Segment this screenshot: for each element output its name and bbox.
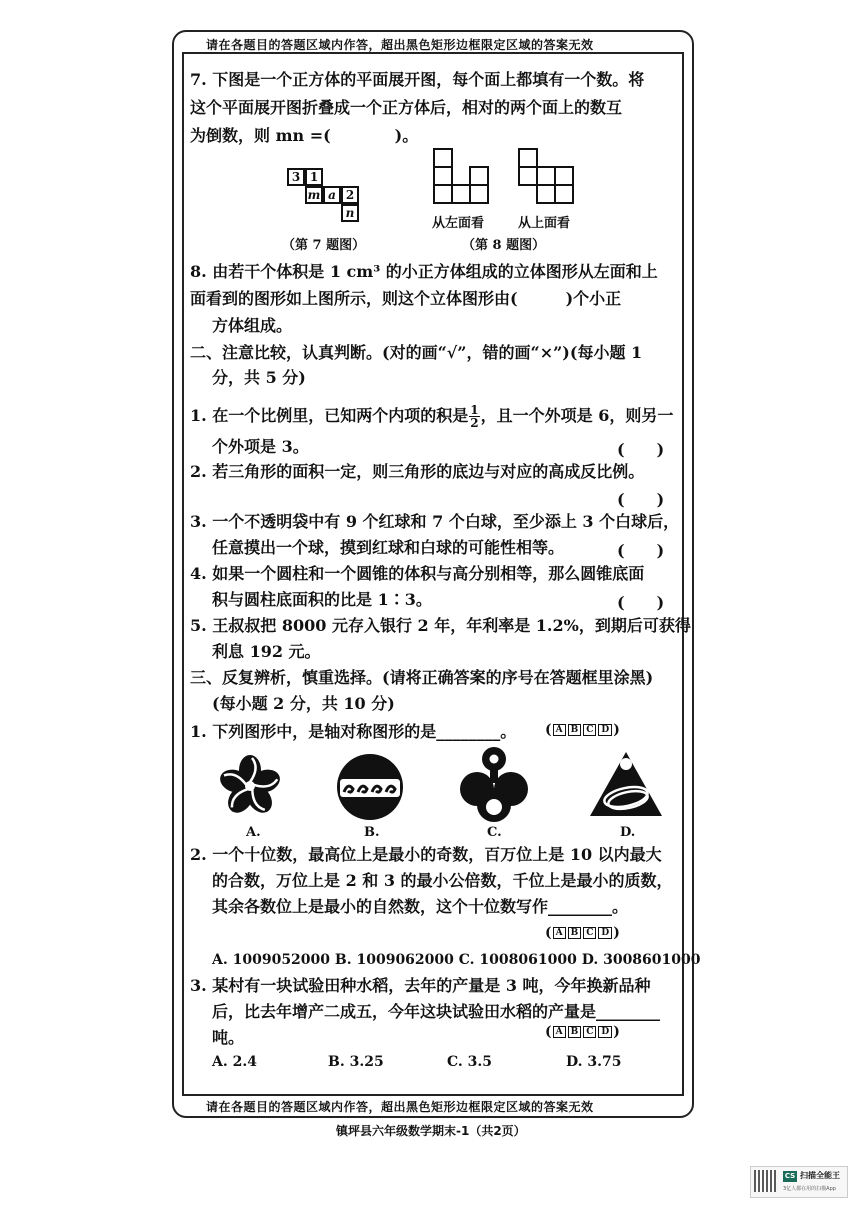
judge-q3-answer[interactable]: ( )	[617, 541, 665, 560]
judge-q5-line1: 5. 王叔叔把 8000 元存入银行 2 年，年利率是 1.2%，到期后可获得	[190, 616, 691, 635]
fraction-one-half: $\frac{1}{2}$	[470, 403, 479, 430]
scanner-watermark	[750, 1166, 848, 1198]
choice-q3-line1: 3. 某村有一块试验田种水稻，去年的产量是 3 吨，今年换新品种	[190, 976, 651, 995]
figure-d-triangle-rings-icon	[588, 750, 664, 820]
figure-d-label: D.	[620, 825, 636, 840]
choice-q2-answers: A. 1009052000 B. 1009062000 C. 1008061000 D. 3008601000	[212, 952, 701, 968]
option-c[interactable]: C	[583, 1026, 596, 1038]
net-cell: 1	[305, 168, 323, 186]
figure-a-label: A.	[246, 825, 261, 840]
option-a[interactable]: A	[553, 724, 566, 736]
option-c[interactable]: C	[583, 927, 596, 939]
q7-caption: （第 7 题图）	[282, 238, 366, 253]
q7-line1: 7. 下图是一个正方体的平面展开图，每个面上都填有一个数。将	[190, 70, 645, 89]
section2-heading: 二、注意比较，认真判断。(对的画“√”，错的画“×”)(每小题 1	[190, 343, 643, 362]
top-view-label: 从上面看	[518, 216, 571, 231]
option-d[interactable]: D	[598, 724, 612, 736]
section2-subheading: 分，共 5 分)	[212, 368, 306, 387]
choice-q2-line1: 2. 一个十位数，最高位上是最小的奇数，百万位上是 10 以内最大	[190, 845, 662, 864]
choice-q3-line2: 后，比去年增产二成五，今年这块试验田水稻的产量是________	[212, 1002, 661, 1021]
judge-q2: 2. 若三角形的面积一定，则三角形的底边与对应的高成反比例。	[190, 462, 645, 481]
option-d[interactable]: D	[598, 927, 612, 939]
choice-q2-line2: 的合数，万位上是 2 和 3 的最小公倍数，千位上是最小的质数，	[212, 871, 673, 890]
choice-q3-line3: 吨。	[212, 1028, 245, 1047]
net-cell: n	[341, 204, 359, 222]
figure-c-three-circles-icon	[455, 745, 533, 823]
judge-q3-line1: 3. 一个不透明袋中有 9 个红球和 7 个白球，至少添上 3 个白球后，	[190, 512, 680, 531]
watermark-brand: 扫描全能王	[800, 1171, 840, 1180]
choice-q1-options: ( A B C D )	[545, 722, 620, 738]
judge-q1-line1: 1. 在一个比例里，已知两个内项的积是 $\frac{1}{2}$ ，且一个外项是 6，则另一	[190, 403, 674, 430]
option-d[interactable]: D	[598, 1026, 612, 1038]
q8-line1: 8. 由若干个体积是 1 cm³ 的小正方体组成的立体图形从左面和上	[190, 262, 658, 281]
qr-code-icon	[754, 1170, 776, 1192]
judge-q1-answer[interactable]: ( )	[617, 440, 665, 459]
section3-subheading: (每小题 2 分，共 10 分)	[212, 694, 395, 713]
left-view-label: 从左面看	[432, 216, 485, 231]
q7-line3: 为倒数，则 mn =( )。	[190, 126, 419, 145]
net-cell: m	[305, 186, 323, 204]
q7-line2: 这个平面展开图折叠成一个正方体后，相对的两个面上的数互	[190, 98, 623, 117]
bottom-banner: 请在各题目的答题区域内作答，超出黑色矩形边框限定区域的答案无效	[206, 1100, 594, 1114]
choice-q3-options: ( A B C D )	[545, 1024, 620, 1040]
figure-a-flower-icon	[215, 750, 285, 822]
top-banner: 请在各题目的答题区域内作答，超出黑色矩形边框限定区域的答案无效	[206, 38, 594, 52]
net-cell: a	[323, 186, 341, 204]
q8-caption: （第 8 题图）	[462, 238, 546, 253]
choice-q1: 1. 下列图形中，是轴对称图形的是________。	[190, 722, 517, 741]
figure-c-label: C.	[487, 825, 502, 840]
q8-line2: 面看到的图形如上图所示，则这个立体图形由( )个小正	[190, 289, 622, 308]
judge-q5-line2: 利息 192 元。	[212, 642, 321, 661]
net-cell: 3	[287, 168, 305, 186]
option-b[interactable]: B	[568, 927, 582, 939]
choice-q3-option-b: B. 3.25	[328, 1054, 384, 1070]
choice-q3-option-d: D. 3.75	[566, 1054, 622, 1070]
choice-q2-options: ( A B C D )	[545, 925, 620, 941]
judge-q2-answer[interactable]: ( )	[617, 490, 665, 509]
option-a[interactable]: A	[553, 1026, 566, 1038]
choice-q3-option-a: A. 2.4	[212, 1054, 257, 1070]
q8-line3: 方体组成。	[212, 316, 293, 335]
judge-q4-answer[interactable]: ( )	[617, 593, 665, 612]
page-footer: 镇坪县六年级数学期末-1（共2页）	[336, 1124, 526, 1138]
judge-q1-line2: 个外项是 3。	[212, 437, 309, 456]
judge-q3-line2: 任意摸出一个球，摸到红球和白球的可能性相等。	[212, 538, 565, 557]
section3-heading: 三、反复辨析，慎重选择。(请将正确答案的序号在答题框里涂黑)	[190, 668, 654, 687]
option-b[interactable]: B	[568, 1026, 582, 1038]
judge-q4-line1: 4. 如果一个圆柱和一个圆锥的体积与高分别相等，那么圆锥底面	[190, 564, 645, 583]
option-c[interactable]: C	[583, 724, 596, 736]
figure-b-label: B.	[364, 825, 380, 840]
watermark-subtitle: 3亿人都在用的扫描App	[783, 1186, 836, 1192]
figure-b-wave-circle-icon	[334, 752, 406, 822]
option-b[interactable]: B	[568, 724, 582, 736]
choice-q2-line3: 其余各数位上是最小的自然数，这个十位数写作________。	[212, 897, 629, 916]
camscanner-icon: CS	[784, 1172, 796, 1180]
option-a[interactable]: A	[553, 927, 566, 939]
net-cell: 2	[341, 186, 359, 204]
choice-q3-option-c: C. 3.5	[447, 1054, 493, 1070]
judge-q4-line2: 积与圆柱底面积的比是 1∶3。	[212, 590, 432, 609]
